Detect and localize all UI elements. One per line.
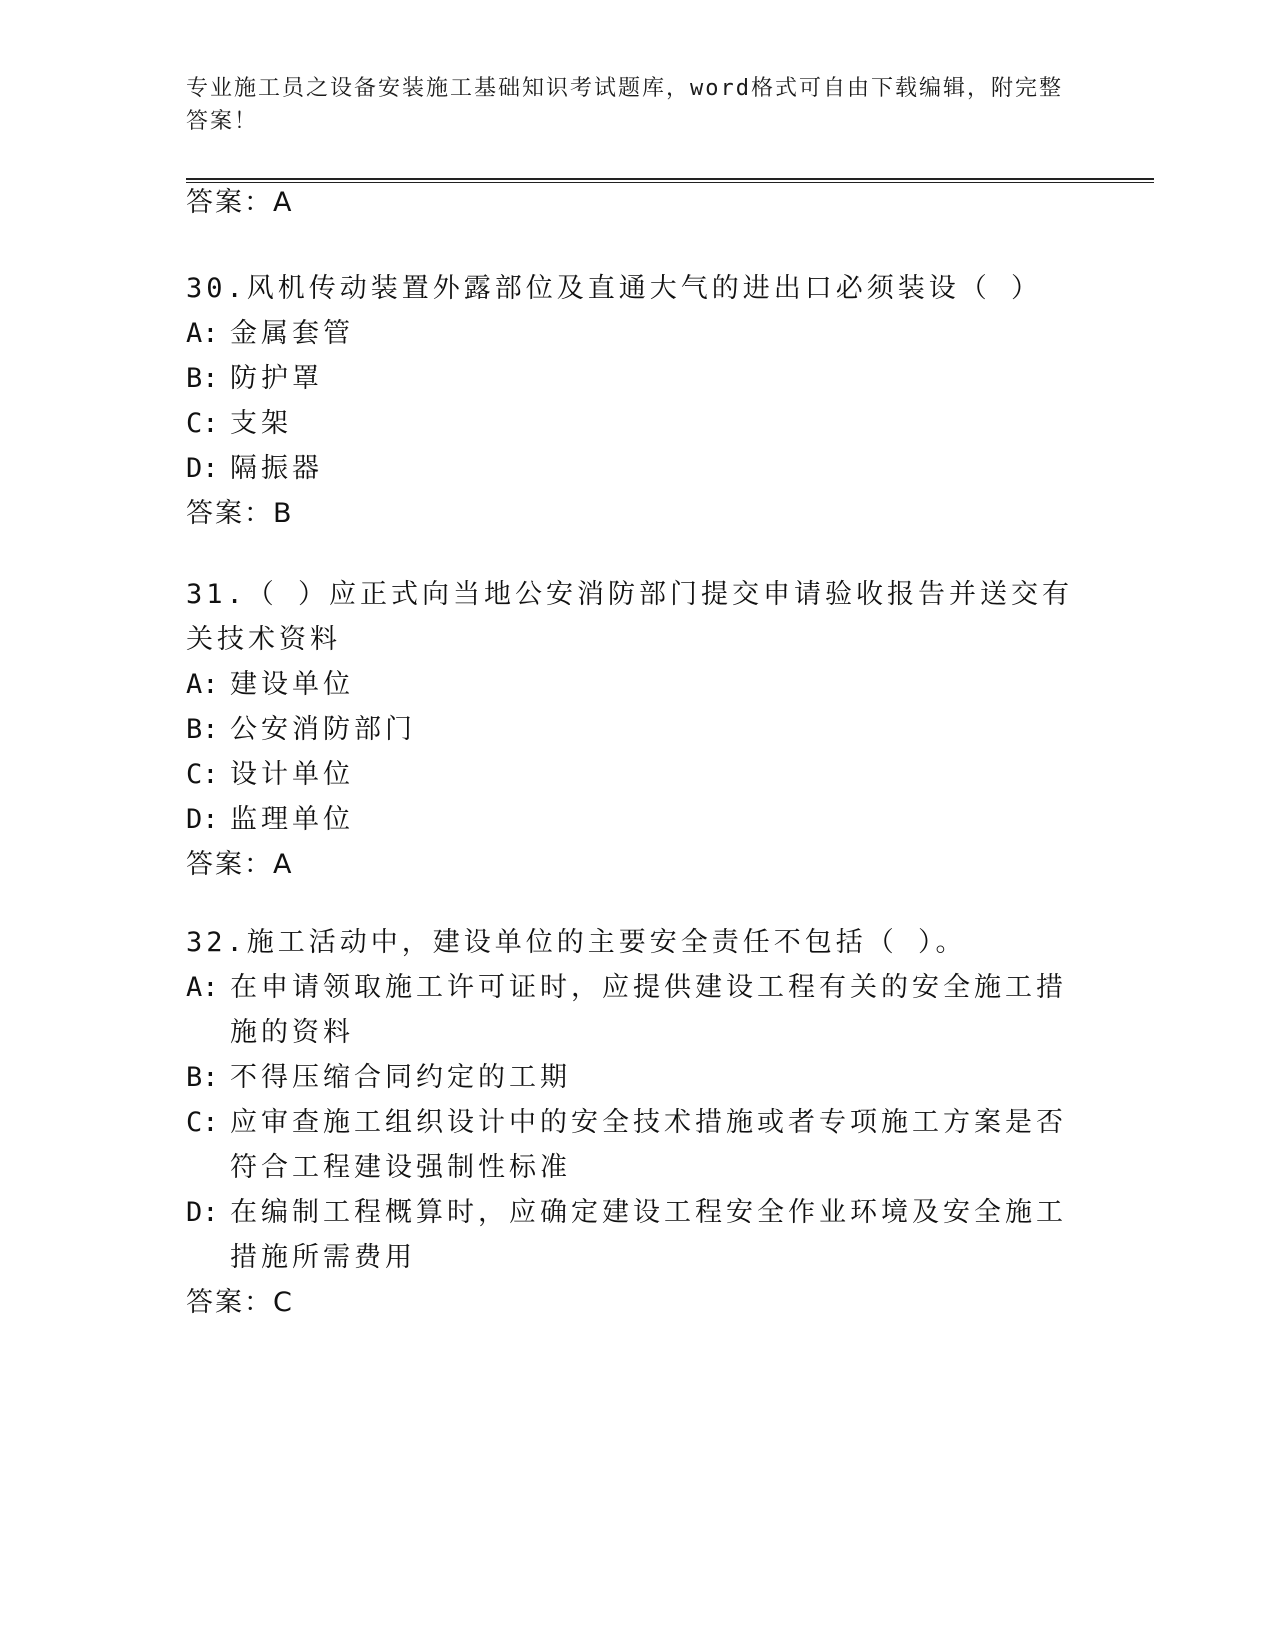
option-text: 公安消防部门	[230, 714, 416, 745]
option-label: D:	[186, 804, 219, 835]
option-text: 在申请领取施工许可证时，应提供建设工程有关的安全施工措施的资料	[230, 972, 1067, 1048]
option-text: 支架	[230, 408, 292, 439]
option-d	[186, 1190, 1086, 1280]
option-b	[186, 707, 1086, 752]
option-c	[186, 752, 1086, 797]
question-30	[186, 266, 1086, 536]
option-label: C:	[186, 1107, 219, 1138]
option-text: 隔振器	[230, 453, 323, 484]
option-b	[186, 356, 1086, 401]
option-label: B:	[186, 1062, 219, 1093]
question-32	[186, 920, 1086, 1325]
question-31	[186, 572, 1086, 887]
option-text: 建设单位	[230, 669, 354, 700]
option-a	[186, 311, 1086, 356]
option-b	[186, 1055, 1086, 1100]
previous-answer-block	[186, 180, 1086, 225]
option-text: 防护罩	[230, 363, 323, 394]
option-label: A:	[186, 318, 219, 349]
option-label: B:	[186, 714, 219, 745]
option-a	[186, 662, 1086, 707]
option-text: 在编制工程概算时，应确定建设工程安全作业环境及安全施工措施所需费用	[230, 1197, 1067, 1273]
option-text: 金属套管	[230, 318, 354, 349]
answer-line: 答案：B	[186, 498, 294, 529]
option-c	[186, 401, 1086, 446]
question-stem: 32.施工活动中，建设单位的主要安全责任不包括（ ）。	[186, 927, 967, 958]
answer-line: 答案：A	[186, 187, 294, 218]
option-a	[186, 965, 1086, 1055]
question-stem: 30.风机传动装置外露部位及直通大气的进出口必须装设（ ）	[186, 273, 1043, 304]
option-label: C:	[186, 759, 219, 790]
option-d	[186, 797, 1086, 842]
option-label: D:	[186, 1197, 219, 1228]
option-text: 设计单位	[230, 759, 354, 790]
option-label: A:	[186, 669, 219, 700]
option-d	[186, 446, 1086, 491]
answer-line: 答案：A	[186, 849, 294, 880]
option-label: A:	[186, 972, 219, 1003]
option-label: C:	[186, 408, 219, 439]
option-text: 应审查施工组织设计中的安全技术措施或者专项施工方案是否符合工程建设强制性标准	[230, 1107, 1067, 1183]
option-text: 监理单位	[230, 804, 354, 835]
question-stem: 31.（ ）应正式向当地公安消防部门提交申请验收报告并送交有关技术资料	[186, 579, 1074, 655]
document-header: 专业施工员之设备安装施工基础知识考试题库，word格式可自由下载编辑，附完整答案！	[186, 76, 1063, 134]
option-c	[186, 1100, 1086, 1190]
option-text: 不得压缩合同约定的工期	[230, 1062, 571, 1093]
option-label: B:	[186, 363, 219, 394]
option-label: D:	[186, 453, 219, 484]
answer-line: 答案：C	[186, 1287, 294, 1318]
